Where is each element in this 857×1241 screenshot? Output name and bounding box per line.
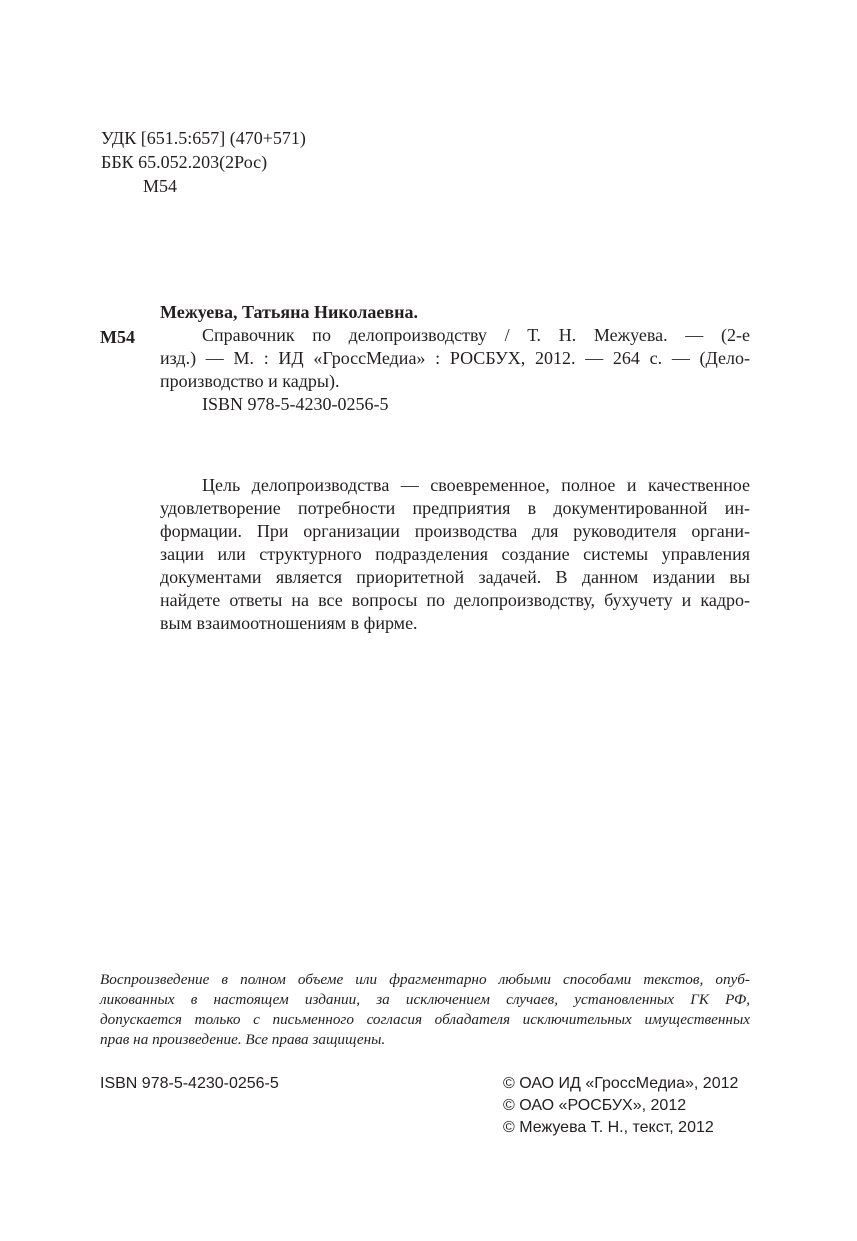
notice-line: прав на произведение. Все права защищены. (100, 1031, 386, 1048)
annotation-line: Цель делопроизводства — своевременное, полное и качественное (202, 475, 750, 495)
annotation-line: найдете ответы на все вопросы по делопроизводству, бухучету и кадро- (160, 590, 750, 610)
copyright-notice (100, 970, 750, 1050)
bib-line: Справочник по делопроизводству / Т. Н. Межуева. — (2-е (202, 325, 750, 345)
annotation (160, 474, 750, 635)
udk-code: УДК [651.5:657] (470+571) (101, 128, 306, 148)
author-mark-bold: М54 (100, 327, 135, 347)
notice-line: допускается только с письменного согласия обладателя исключительных имущественных (100, 1011, 750, 1028)
bib-line: производство и кадры). (160, 371, 340, 391)
annotation-line: удовлетворение потребности предприятия в документированной ин- (160, 498, 750, 518)
annotation-line: вым взаимоотношениям в фирме. (160, 613, 418, 633)
author-mark: М54 (143, 176, 178, 196)
annotation-line: зации или структурного подразделения создание системы управления (160, 544, 750, 564)
bibliographic-description (160, 324, 750, 416)
bib-isbn: ISBN 978-5-4230-0256-5 (202, 394, 389, 414)
copyright-line: © Межуева Т. Н., текст, 2012 (503, 1119, 714, 1136)
bbk-code: ББК 65.052.203(2Рос) (101, 152, 268, 172)
author-heading: Межуева, Татьяна Николаевна. (160, 302, 418, 322)
footer-isbn: ISBN 978-5-4230-0256-5 (100, 1075, 279, 1092)
classification-codes (101, 126, 306, 198)
copyright-line: © ОАО ИД «ГроссМедиа», 2012 (503, 1075, 739, 1092)
bib-line: изд.) — М. : ИД «ГроссМедиа» : РОСБУХ, 2012. — 264 с. — (Дело- (160, 348, 750, 368)
annotation-line: документами является приоритетной задачей. В данном издании вы (160, 567, 750, 587)
notice-line: ликованных в настоящем издании, за исключением случаев, установленных ГК РФ, (100, 991, 750, 1008)
annotation-line: формации. При организации производства для руководителя органи- (160, 521, 750, 541)
copyright-line: © ОАО «РОСБУХ», 2012 (503, 1097, 687, 1114)
copyright-list (503, 1073, 738, 1139)
notice-line: Воспроизведение в полном объеме или фрагментарно любыми способами текстов, опуб- (100, 971, 750, 988)
